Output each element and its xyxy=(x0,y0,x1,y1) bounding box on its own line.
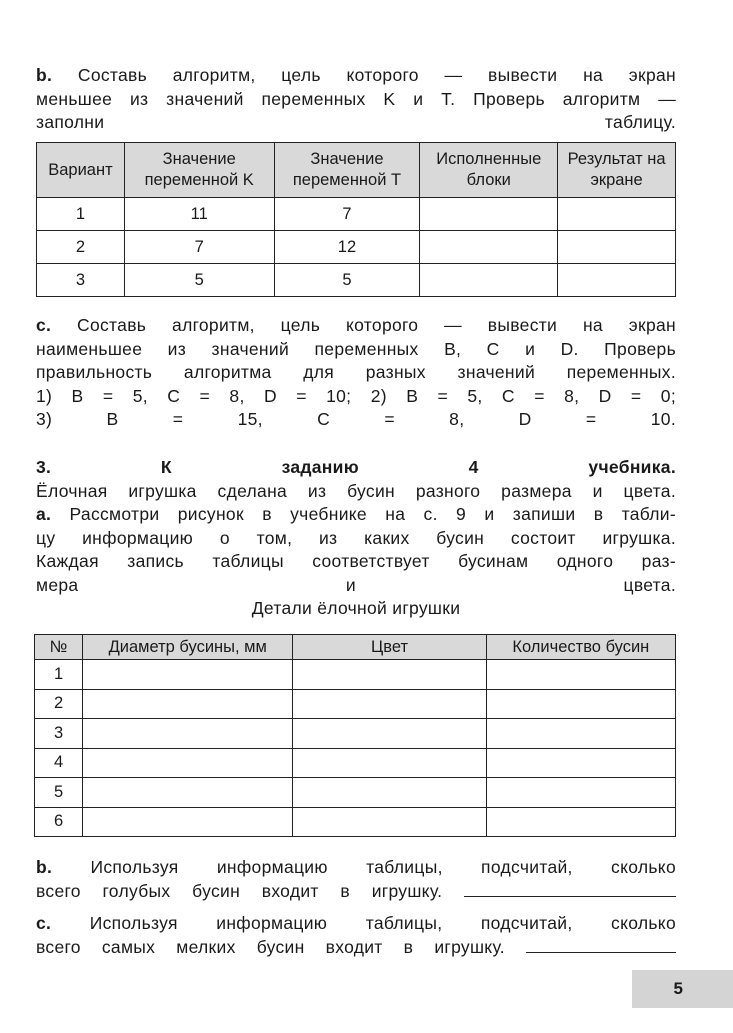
executed-blocks-cell[interactable] xyxy=(420,231,558,264)
section-b-label: b. xyxy=(36,65,53,85)
table-row xyxy=(37,198,676,231)
header-screen-result: Результат на экране xyxy=(558,143,676,198)
color-cell[interactable] xyxy=(293,689,486,719)
task3-a-label: a. xyxy=(36,504,52,524)
count-cell[interactable] xyxy=(486,778,675,808)
screen-result-cell[interactable] xyxy=(558,231,676,264)
screen-result-cell[interactable] xyxy=(558,264,676,297)
diameter-cell[interactable] xyxy=(83,660,293,690)
count-cell[interactable] xyxy=(486,660,675,690)
row-number-cell: 1 xyxy=(35,660,83,690)
task3-text xyxy=(36,456,676,597)
header-executed-blocks: Исполненные блоки xyxy=(420,143,558,198)
section-b-text xyxy=(36,64,676,135)
beads-table-header xyxy=(35,635,676,660)
table-row xyxy=(35,660,676,690)
task3-a-line-2: цу информацию о том, из каких бусин состоит игрушка. xyxy=(36,527,676,548)
task3-c-line-2: всего самых мелких бусин входит в игрушку. xyxy=(36,936,505,957)
variant-cell: 3 xyxy=(37,264,125,297)
task3-a-line-4: мера и цвета. xyxy=(36,574,676,595)
color-cell[interactable] xyxy=(293,660,486,690)
table-row xyxy=(35,748,676,778)
k-value-cell: 11 xyxy=(124,198,274,231)
table-row xyxy=(37,264,676,297)
task3-a-line-3: Каждая запись таблицы соответствует бусинам одного раз- xyxy=(36,551,676,571)
row-number-cell: 3 xyxy=(35,719,83,749)
section-c-text xyxy=(36,314,676,432)
diameter-cell[interactable] xyxy=(83,719,293,749)
header-number: № xyxy=(35,635,83,660)
task3-b-label: b. xyxy=(36,857,53,877)
section-b-line-2: меньшее из значений переменных K и T. Проверь алгоритм — xyxy=(36,88,676,109)
table-row xyxy=(35,778,676,808)
header-diameter: Диаметр бусины, мм xyxy=(83,635,293,660)
table-row xyxy=(35,807,676,837)
row-number-cell: 2 xyxy=(35,689,83,719)
color-cell[interactable] xyxy=(293,807,486,837)
section-c-line-5: 3) B = 15, C = 8, D = 10. xyxy=(36,409,676,429)
color-cell[interactable] xyxy=(293,748,486,778)
k-value-cell: 7 xyxy=(124,231,274,264)
count-cell[interactable] xyxy=(486,689,675,719)
k-value-cell: 5 xyxy=(124,264,274,297)
section-c-line-2: наименьшее из значений переменных B, C и D. Проверь xyxy=(36,338,676,359)
task3-b-line-1: Используя информацию таблицы, подсчитай, сколько xyxy=(90,857,676,877)
task3-c-line-1: Используя информацию таблицы, подсчитай, сколько xyxy=(89,913,676,933)
task3-intro: Ёлочная игрушка сделана из бусин разного размера и цвета. xyxy=(36,480,676,501)
count-cell[interactable] xyxy=(486,748,675,778)
beads-table xyxy=(34,634,676,837)
diameter-cell[interactable] xyxy=(83,748,293,778)
task3-heading: 3. К заданию 4 учебника. xyxy=(36,457,676,477)
variants-table xyxy=(36,142,676,297)
header-k-value: Значение переменной K xyxy=(124,143,274,198)
section-c-line-3: правильность алгоритма для разных значений переменных. xyxy=(36,362,676,382)
color-cell[interactable] xyxy=(293,778,486,808)
row-number-cell: 4 xyxy=(35,748,83,778)
task3-a-line-1: Рассмотри рисунок в учебнике на с. 9 и запиши в табли- xyxy=(69,504,676,524)
task3-c-text xyxy=(36,912,676,959)
table-row xyxy=(37,231,676,264)
executed-blocks-cell[interactable] xyxy=(420,264,558,297)
answer-blank-smallest-beads[interactable] xyxy=(526,951,676,953)
count-cell[interactable] xyxy=(486,719,675,749)
row-number-cell: 6 xyxy=(35,807,83,837)
section-b-line-1: Составь алгоритм, цель которого — вывести на экран xyxy=(77,65,677,85)
section-c-line-4: 1) B = 5, C = 8, D = 10; 2) B = 5, C = 8, D = 0; xyxy=(36,385,676,406)
header-variant: Вариант xyxy=(37,143,125,198)
header-color: Цвет xyxy=(293,635,486,660)
table-row xyxy=(35,689,676,719)
diameter-cell[interactable] xyxy=(83,778,293,808)
count-cell[interactable] xyxy=(486,807,675,837)
table-row xyxy=(35,719,676,749)
table-caption: Детали ёлочной игрушки xyxy=(251,598,461,618)
screen-result-cell[interactable] xyxy=(558,198,676,231)
header-count: Количество бусин xyxy=(486,635,675,660)
section-b-line-3: заполни таблицу. xyxy=(36,112,676,132)
t-value-cell: 12 xyxy=(274,231,420,264)
task3-b-text xyxy=(36,856,676,903)
diameter-cell[interactable] xyxy=(83,689,293,719)
answer-blank-blue-beads[interactable] xyxy=(464,895,676,897)
variant-cell: 1 xyxy=(37,198,125,231)
row-number-cell: 5 xyxy=(35,778,83,808)
page-number-box xyxy=(632,970,733,1008)
section-c-label: c. xyxy=(36,315,52,335)
page-number: 5 xyxy=(673,979,683,998)
header-t-value: Значение переменной T xyxy=(274,143,420,198)
task3-b-line-2: всего голубых бусин входит в игрушку. xyxy=(36,880,443,901)
variant-cell: 2 xyxy=(37,231,125,264)
variants-table-header xyxy=(37,143,676,198)
diameter-cell[interactable] xyxy=(83,807,293,837)
t-value-cell: 5 xyxy=(274,264,420,297)
color-cell[interactable] xyxy=(293,719,486,749)
task3-c-label: c. xyxy=(36,913,52,933)
executed-blocks-cell[interactable] xyxy=(420,198,558,231)
t-value-cell: 7 xyxy=(274,198,420,231)
section-c-line-1: Составь алгоритм, цель которого — вывести на экран xyxy=(77,315,676,335)
